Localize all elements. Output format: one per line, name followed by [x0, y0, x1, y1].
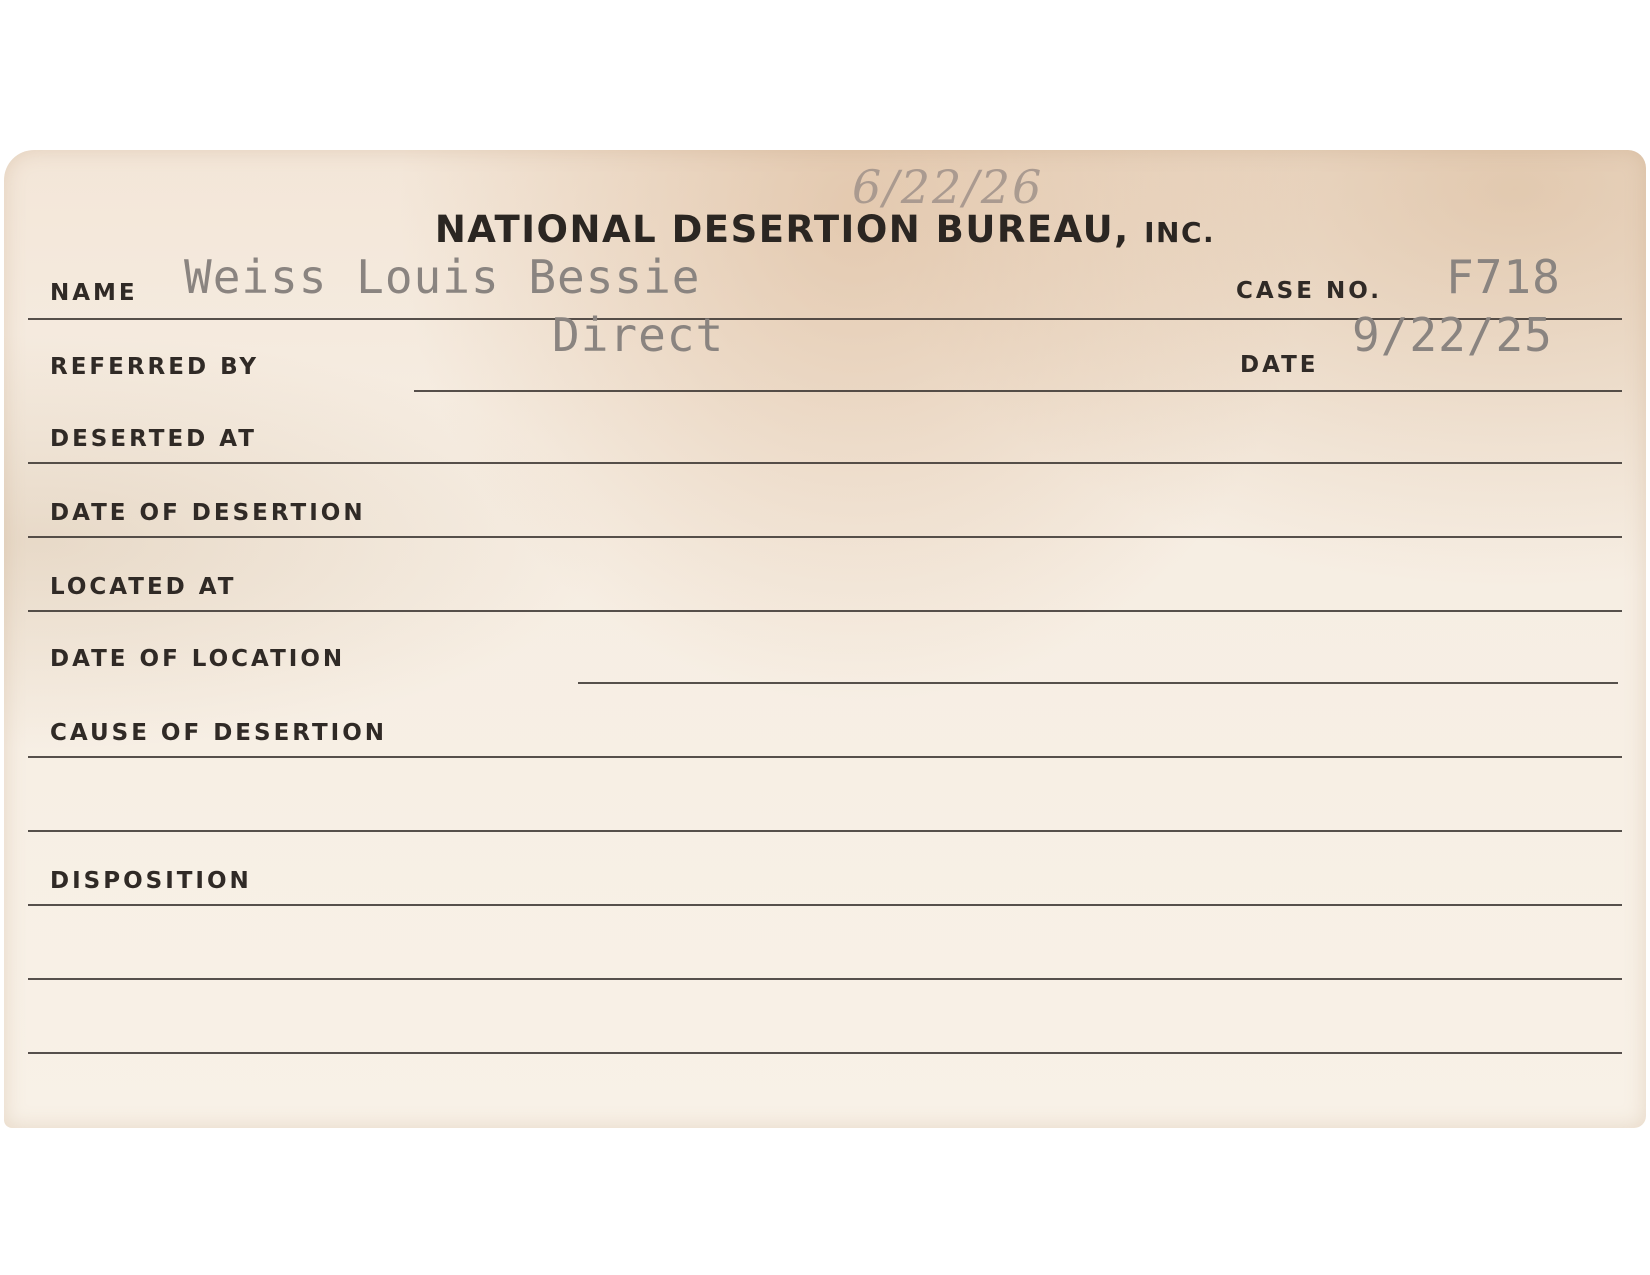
value-name: Weiss Louis Bessie	[184, 250, 701, 304]
label-deserted-at: DESERTED AT	[50, 426, 257, 452]
rule-deserted-at	[28, 462, 1622, 464]
rule-cause-of-desertion	[28, 756, 1622, 758]
record-card	[4, 150, 1646, 1128]
label-date: DATE	[1240, 352, 1319, 378]
rule-located-at	[28, 610, 1622, 612]
label-cause-of-desertion: CAUSE OF DESERTION	[50, 720, 388, 746]
title-main: NATIONAL DESERTION BUREAU,	[434, 208, 1130, 251]
label-date-of-location: DATE OF LOCATION	[50, 646, 346, 672]
rule-disposition-extra-1	[28, 978, 1622, 980]
label-name: NAME	[50, 280, 138, 306]
rule-disposition	[28, 904, 1622, 906]
label-referred-by: REFERRED BY	[50, 354, 260, 380]
rule-date-of-desertion	[28, 536, 1622, 538]
rule-disposition-extra-2	[28, 1052, 1622, 1054]
value-referred-by: Direct	[552, 308, 725, 362]
rule-date-of-location	[578, 682, 1618, 684]
value-date: 9/22/25	[1352, 308, 1553, 362]
value-case-no: F718	[1446, 250, 1561, 304]
label-date-of-desertion: DATE OF DESERTION	[50, 500, 366, 526]
label-located-at: LOCATED AT	[50, 574, 237, 600]
title-suffix: INC.	[1144, 216, 1216, 249]
handwritten-annotation: 6/22/26	[852, 160, 1044, 214]
label-case-no: CASE NO.	[1236, 278, 1382, 304]
label-disposition: DISPOSITION	[50, 868, 252, 894]
rule-cause-extra	[28, 830, 1622, 832]
card-title	[4, 208, 1646, 251]
rule-referred-by	[414, 390, 1622, 392]
